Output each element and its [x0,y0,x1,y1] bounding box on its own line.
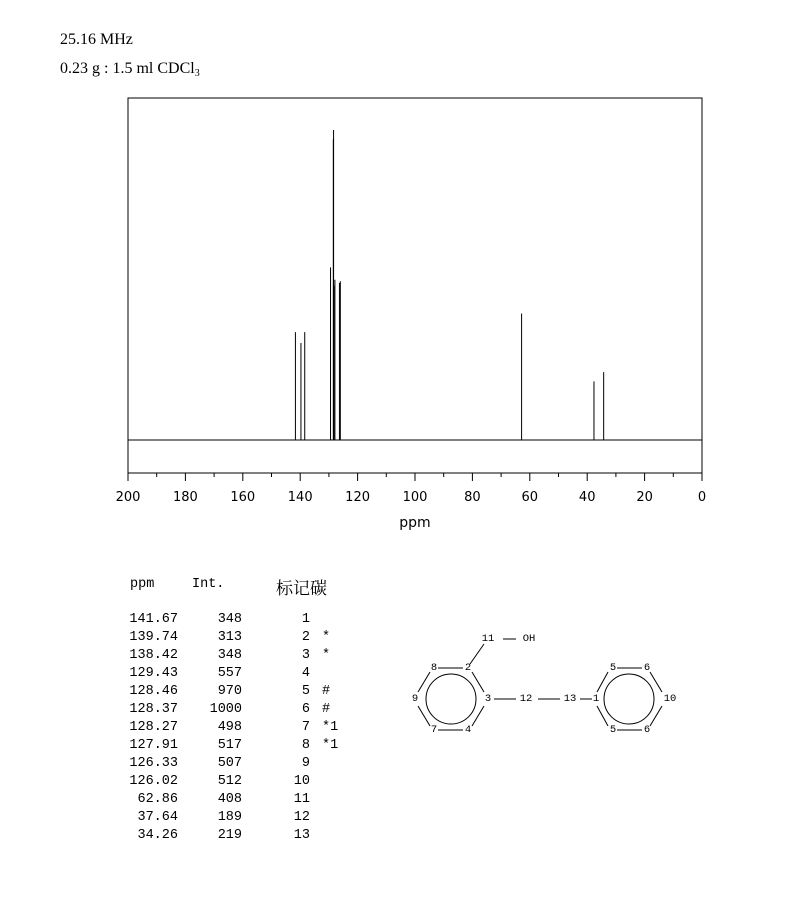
atom-label: 6 [643,662,651,674]
cell-int: 970 [217,684,242,699]
cell-ppm: 126.33 [129,756,178,771]
x-tick-label: 80 [464,490,481,505]
atom-label: 6 [643,724,651,736]
aromatic-ring-2 [604,674,654,724]
x-tick-label: 180 [172,490,198,505]
atom-label: 2 [464,662,472,674]
x-tick-label: 100 [402,490,428,505]
table-row [100,702,360,720]
x-tick-label: 20 [636,490,653,505]
sample-label-main: 0.23 g : 1.5 ml CDCl [60,60,195,77]
cell-int: 512 [217,774,242,789]
cell-carbon: 8 [301,738,310,753]
cell-mark: * [322,630,331,645]
cell-carbon: 10 [293,774,310,789]
cell-carbon: 3 [301,648,310,663]
bond [470,644,484,664]
cell-ppm: 128.37 [129,702,178,717]
cell-int: 498 [217,720,242,735]
table-row [100,810,360,828]
atom-label: 10 [663,693,677,705]
atom-label: 1 [592,693,600,705]
cell-carbon: 1 [301,612,310,627]
cell-ppm: 139.74 [129,630,178,645]
table-row [100,630,360,648]
molecular-structure [408,624,698,754]
atom-label: 12 [519,693,533,705]
cell-carbon: 6 [301,702,310,717]
peaks-layer [295,130,603,440]
cell-ppm: 129.43 [129,666,178,681]
cell-ppm: 128.46 [129,684,178,699]
cell-ppm: 138.42 [129,648,178,663]
table-row [100,738,360,756]
atom-label: OH [522,633,536,645]
cell-carbon: 13 [293,828,310,843]
cell-carbon: 7 [301,720,310,735]
cell-int: 348 [217,612,242,627]
atom-label: 13 [563,693,577,705]
cell-int: 313 [217,630,242,645]
cell-mark: *1 [322,738,339,753]
x-tick-label: 0 [697,490,707,505]
aromatic-ring-1 [426,674,476,724]
x-tick-label: 120 [345,490,371,505]
table-row [100,828,360,846]
atom-label: 9 [411,693,419,705]
table-row [100,792,360,810]
table-row [100,666,360,684]
header-ppm: ppm [130,577,155,592]
header-int: Int. [192,577,225,592]
cell-int: 507 [217,756,242,771]
cell-mark: * [322,648,331,663]
cell-mark: # [322,684,331,699]
cell-carbon: 9 [301,756,310,771]
table-row [100,612,360,630]
cell-ppm: 127.91 [129,738,178,753]
cell-ppm: 126.02 [129,774,178,789]
cell-ppm: 34.26 [137,828,178,843]
cell-int: 517 [217,738,242,753]
table-row [100,648,360,666]
cell-mark: *1 [322,720,339,735]
cell-mark: # [322,702,331,717]
cell-ppm: 141.67 [129,612,178,627]
peak-table [100,574,370,864]
cell-carbon: 12 [293,810,310,825]
x-tick-label: 40 [578,490,596,505]
atom-label: 8 [430,662,438,674]
atom-label: 5 [609,662,617,674]
cell-ppm: 62.86 [137,792,178,807]
x-tick-label: 200 [115,490,141,505]
cell-int: 189 [217,810,242,825]
atom-label: 3 [484,693,492,705]
table-row [100,774,360,792]
table-row [100,684,360,702]
x-tick-label: 60 [521,490,539,505]
header-carbon: 标记碳 [276,579,327,599]
cell-carbon: 5 [301,684,310,699]
x-axis-label: ppm [399,515,431,531]
atom-label: 5 [609,724,617,736]
atom-label: 11 [481,633,495,645]
cell-int: 408 [217,792,242,807]
atom-label: 4 [464,724,472,736]
cell-carbon: 11 [293,792,310,807]
table-row [100,720,360,738]
cell-int: 1000 [209,702,242,717]
cell-carbon: 4 [301,666,310,681]
cell-int: 219 [217,828,242,843]
sample-label-subscript: 3 [194,68,200,79]
plot-frame [128,98,702,473]
x-axis-ticks [116,473,707,505]
cell-ppm: 37.64 [137,810,178,825]
frequency-label: 25.16 MHz [60,31,133,48]
cell-ppm: 128.27 [129,720,178,735]
table-row [100,756,360,774]
cell-int: 557 [217,666,242,681]
x-tick-label: 140 [287,490,313,505]
cell-carbon: 2 [301,630,310,645]
x-tick-label: 160 [230,490,256,505]
cell-int: 348 [217,648,242,663]
atom-label: 7 [430,724,438,736]
